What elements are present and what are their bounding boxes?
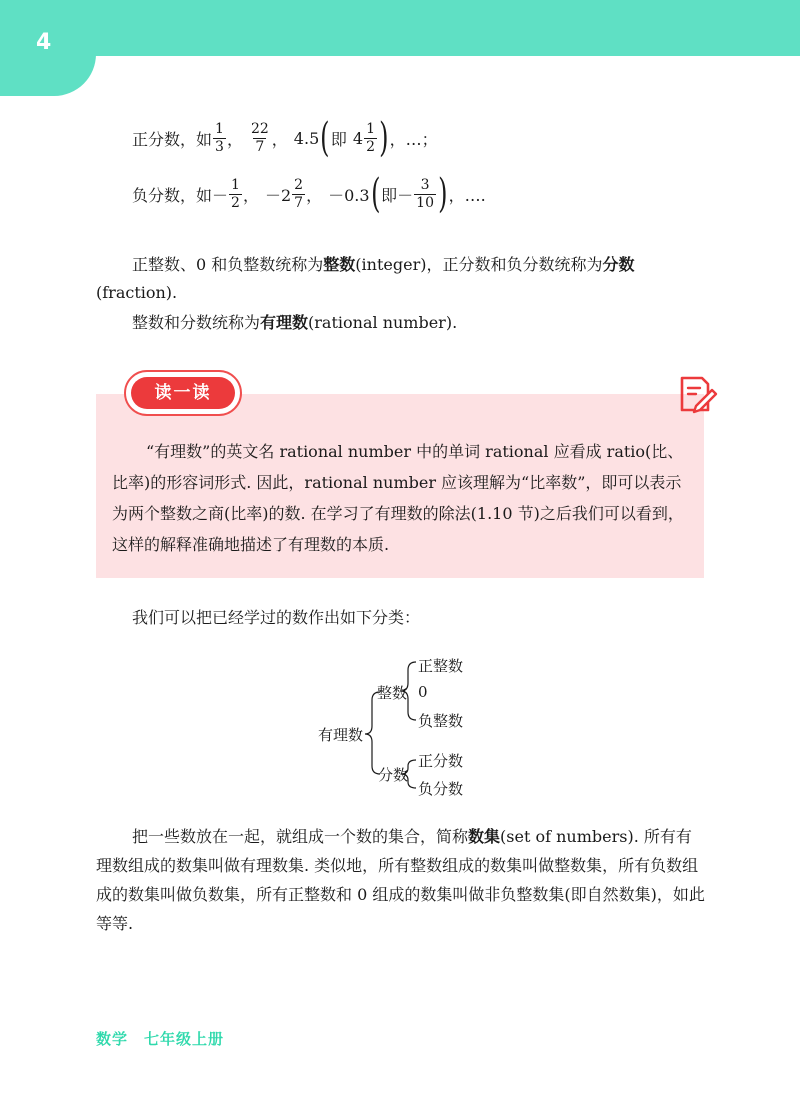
positive-tail: ，…； [389, 129, 438, 149]
denominator: 10 [416, 194, 434, 211]
paren-left: ( [320, 115, 330, 161]
text: 正整数、0 和负整数统称为 [132, 255, 324, 274]
mixed-whole: 4 [352, 128, 364, 148]
paren-right: ) [438, 171, 448, 217]
numerator: 2 [294, 176, 304, 193]
tree-leaf-zero: 0 [418, 683, 428, 701]
text: (set of numbers). 所有有理数组成的数集叫做有理数集. 类似地，所有整数组成的数集叫做整数集，所有负数组成的数集叫做负数集，所有正整数和 0 组成的数集叫做非负整数集(即自然数集)，如此等等. [96, 827, 705, 933]
mixed-whole: －2 [264, 185, 292, 205]
separator: ， [306, 185, 323, 205]
tree-node-fraction: 分数 [378, 766, 409, 784]
numerator: 1 [231, 176, 240, 193]
tree-root-rational: 有理数 [318, 726, 364, 744]
page-number: 4 [36, 30, 52, 55]
footer-grade: 七年级上册 [144, 1030, 225, 1048]
denominator: 2 [366, 138, 375, 155]
paren-right: ) [379, 115, 389, 161]
decimal-value: －0.3 [328, 185, 370, 205]
positive-prefix: 正分数，如 [132, 129, 213, 149]
term-number-set: 数集 [468, 827, 501, 846]
denominator: 3 [215, 138, 224, 155]
numerator: 1 [366, 120, 375, 137]
text: (fraction). [96, 283, 178, 302]
tree-leaf-positive-fraction: 正分数 [418, 752, 464, 770]
numerator: 1 [215, 120, 224, 137]
minus-sign: － [212, 185, 229, 205]
decimal-value: 4.5 [293, 128, 320, 148]
denominator: 7 [255, 138, 265, 155]
number-set-text [96, 822, 706, 938]
negative-prefix: 负分数，如 [132, 185, 213, 205]
classification-intro: 我们可以把已经学过的数作出如下分类： [132, 608, 421, 627]
read-box-paragraph: “有理数”的英文名 rational number 中的单词 rational 应看成 ratio(比、比率)的形容词形式. 因此，rational number 应该理解为“比率数”，即可以表示为两个整数之商(比率)的数. 在学习了有理数的除法(1.10 节)之后我们可以看到，这样的解释准确地描述了有理数的本质. [112, 442, 684, 554]
separator: ， [242, 185, 259, 205]
tree-leaf-negative-integer: 负整数 [418, 712, 464, 730]
text: 整数和分数统称为 [132, 313, 261, 332]
read-badge-label: 读一读 [131, 377, 235, 409]
negative-tail: ，…. [448, 185, 486, 205]
tree-node-integer: 整数 [377, 684, 408, 702]
separator: ， [271, 129, 288, 149]
text: (rational number). [308, 313, 458, 332]
tree-leaf-positive-integer: 正整数 [418, 657, 464, 675]
tree-leaf-negative-fraction: 负分数 [418, 780, 464, 798]
numerator: 22 [250, 120, 269, 137]
denominator: 7 [294, 194, 304, 211]
term-fraction: 分数 [602, 255, 635, 274]
footer-subject: 数学 [96, 1030, 129, 1048]
term-integer: 整数 [323, 255, 356, 274]
text: 把一些数放在一起，就组成一个数的集合，简称 [132, 827, 469, 846]
ji-label: 即 [330, 129, 347, 149]
denominator: 2 [231, 194, 240, 211]
numerator: 3 [420, 176, 430, 193]
paren-left: ( [370, 171, 381, 217]
separator: ， [226, 129, 243, 149]
term-rational: 有理数 [260, 313, 309, 332]
ji-label: 即－ [381, 185, 414, 205]
text: (integer)，正分数和负分数统称为 [355, 255, 603, 274]
number-set-paragraph [96, 822, 706, 938]
footer [96, 1028, 224, 1049]
